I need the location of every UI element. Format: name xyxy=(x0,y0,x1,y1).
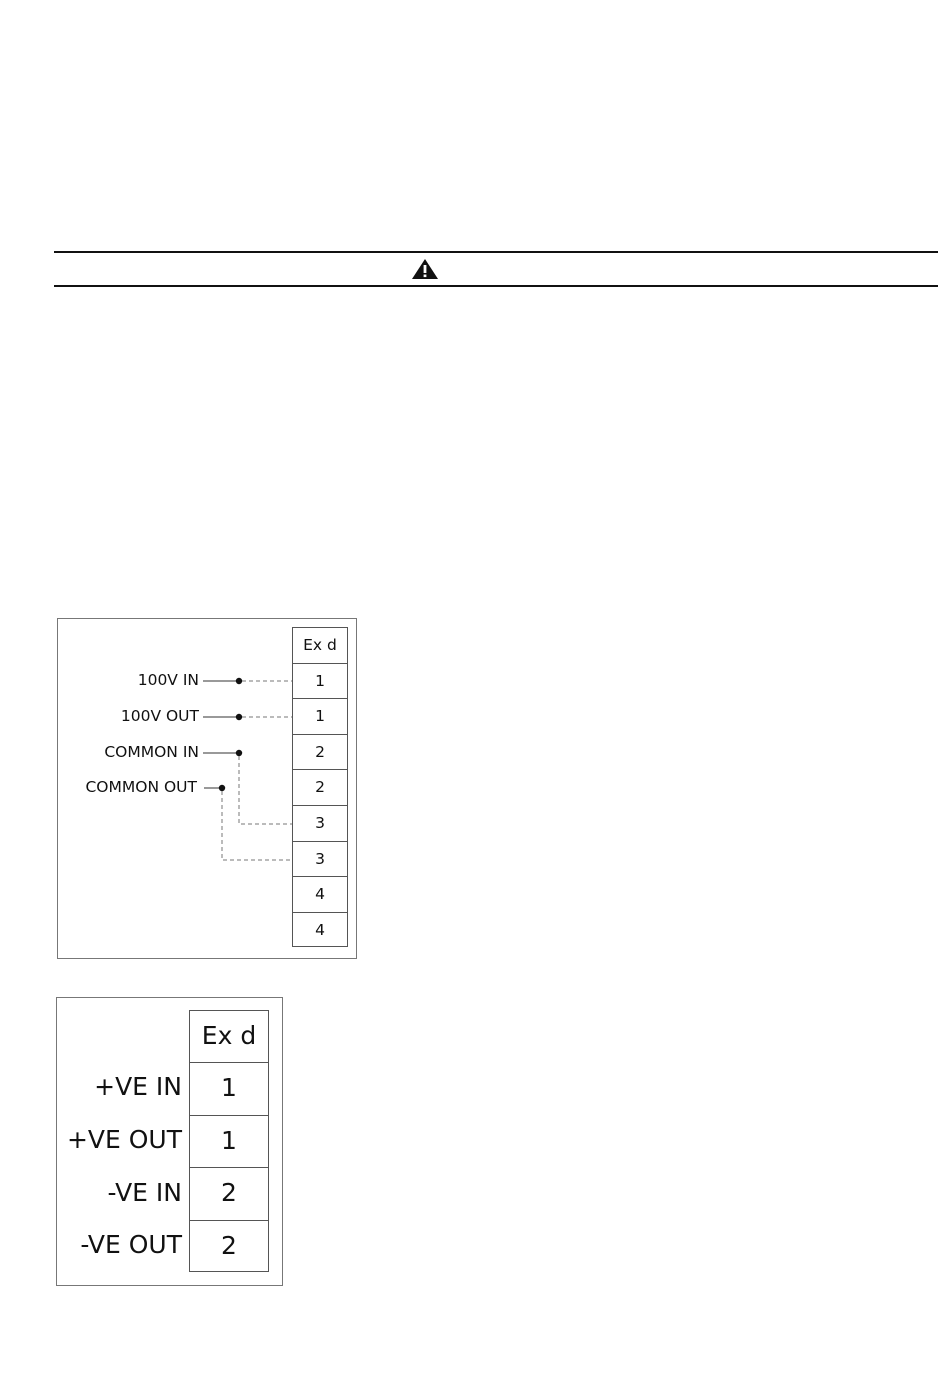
terminal-cell: 2 xyxy=(293,769,347,805)
terminal-cell: 1 xyxy=(293,698,347,734)
label-negative-in: -VE IN xyxy=(107,1178,182,1207)
terminal-cell: 2 xyxy=(190,1167,268,1219)
wiring-diagram-dc xyxy=(56,997,283,1286)
terminal-block xyxy=(292,627,348,947)
terminal-block xyxy=(189,1010,269,1272)
terminal-cell: 4 xyxy=(293,876,347,912)
terminal-cell: 1 xyxy=(293,663,347,699)
terminal-header: Ex d xyxy=(293,627,347,663)
label-common-in: COMMON IN xyxy=(104,743,199,761)
warning-triangle-icon xyxy=(411,258,439,280)
terminal-cell: 3 xyxy=(293,841,347,877)
terminal-cell: 4 xyxy=(293,912,347,948)
terminal-header: Ex d xyxy=(190,1010,268,1062)
wiring-diagram-100v xyxy=(57,618,357,959)
terminal-cell: 2 xyxy=(190,1220,268,1272)
terminal-cell: 2 xyxy=(293,734,347,770)
label-positive-out: +VE OUT xyxy=(66,1125,182,1154)
label-negative-out: -VE OUT xyxy=(80,1230,182,1259)
label-common-out: COMMON OUT xyxy=(85,778,197,796)
label-100v-out: 100V OUT xyxy=(120,707,199,725)
terminal-cell: 1 xyxy=(190,1062,268,1114)
terminal-cell: 1 xyxy=(190,1115,268,1167)
label-positive-in: +VE IN xyxy=(94,1072,182,1101)
warning-band xyxy=(54,251,938,287)
label-100v-in: 100V IN xyxy=(137,671,199,689)
terminal-cell: 3 xyxy=(293,805,347,841)
